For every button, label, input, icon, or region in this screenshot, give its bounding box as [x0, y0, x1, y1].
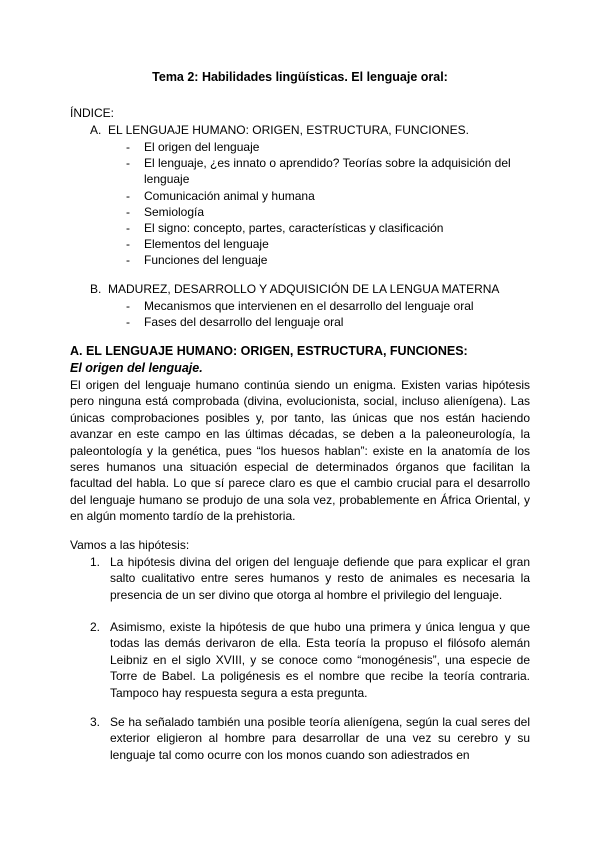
index-section-letter: B.	[90, 282, 102, 296]
index-section-b-list	[126, 298, 536, 330]
index-section-label: EL LENGUAJE HUMANO: ORIGEN, ESTRUCTURA, FUNCIONES.	[108, 123, 469, 137]
hypotheses-intro: Vamos a las hipótesis:	[70, 538, 190, 552]
index-section-letter: A.	[90, 123, 102, 137]
hypotheses-list	[90, 714, 530, 763]
list-item-number: 3.	[90, 715, 101, 729]
list-item: - El origen del lenguaje	[126, 139, 536, 155]
index-section-label: MADUREZ, DESARROLLO Y ADQUISICIÓN DE LA LENGUA MATERNA	[108, 282, 500, 296]
list-item: - El signo: concepto, partes, características y clasificación	[126, 220, 536, 236]
index-heading: ÍNDICE:	[70, 106, 115, 120]
hypotheses-list	[90, 554, 530, 603]
document-title: Tema 2: Habilidades lingüísticas. El lenguaje oral:	[152, 70, 448, 84]
list-item: - El lenguaje, ¿es innato o aprendido? Teorías sobre la adquisición del lenguaje	[126, 155, 536, 187]
list-item-number: 1.	[90, 555, 101, 569]
index-section-a-list	[126, 139, 536, 269]
list-item: - Elementos del lenguaje	[126, 236, 536, 252]
list-item	[90, 554, 530, 603]
hypotheses-list	[90, 619, 530, 701]
list-item: - Semiología	[126, 204, 536, 220]
subsection-heading: El origen del lenguaje.	[70, 361, 203, 375]
list-item: - Fases del desarrollo del lenguaje oral	[126, 314, 536, 330]
list-item: - Mecanismos que intervienen en el desarrollo del lenguaje oral	[126, 298, 536, 314]
list-item-text: Se ha señalado también una posible teoría alienígena, según la cual seres del exterior eligieron al hombre para desarrollar de una vez su cerebro y su lenguaje tal como ocurre con los monos cuando son adiestrados en	[110, 715, 530, 762]
index-section-a	[90, 123, 469, 137]
list-item-text: La hipótesis divina del origen del lenguaje defiende que para explicar el gran salto cualitativo entre seres humanos y resto de animales es necesaria la presencia de un ser divino que otorga al hombre el privilegio del lenguaje.	[110, 555, 530, 602]
list-item: - Funciones del lenguaje	[126, 252, 536, 268]
section-heading: A. EL LENGUAJE HUMANO: ORIGEN, ESTRUCTURA, FUNCIONES:	[70, 344, 468, 358]
list-item	[90, 714, 530, 763]
body-paragraph: El origen del lenguaje humano continúa siendo un enigma. Existen varias hipótesis pero ninguna está comprobada (divina, evolucionista, social, incluso alienígena). Las únicas comprobaciones posibles y, por tanto, las únicas que nos están haciendo avanzar en este campo en las últimas décadas, se deben a la paleoneurología, la paleontología y la genética, pues “los huesos hablan”: existe en la anatomía de los seres humanos una situación especial de determinados órganos que facilitan la facultad del habla. Lo que sí parece claro es que el cambio crucial para el desarrollo del lenguaje humano se produjo de una sola vez, probablemente en África Oriental, y en algún momento tardío de la prehistoria.	[70, 378, 530, 524]
list-item-number: 2.	[90, 620, 101, 634]
list-item	[90, 619, 530, 701]
index-section-b	[90, 282, 499, 296]
list-item-text: Asimismo, existe la hipótesis de que hubo una primera y única lengua y que todas las demás derivaron de ella. Esta teoría la propuso el filósofo alemán Leibniz en el siglo XVIII, y se conoce como “monogénesis”, una especie de Torre de Babel. La poligénesis es el nombre que recibe la teoría contraria. Tampoco hay respuesta segura a esta pregunta.	[110, 620, 530, 700]
list-item: - Comunicación animal y humana	[126, 188, 536, 204]
